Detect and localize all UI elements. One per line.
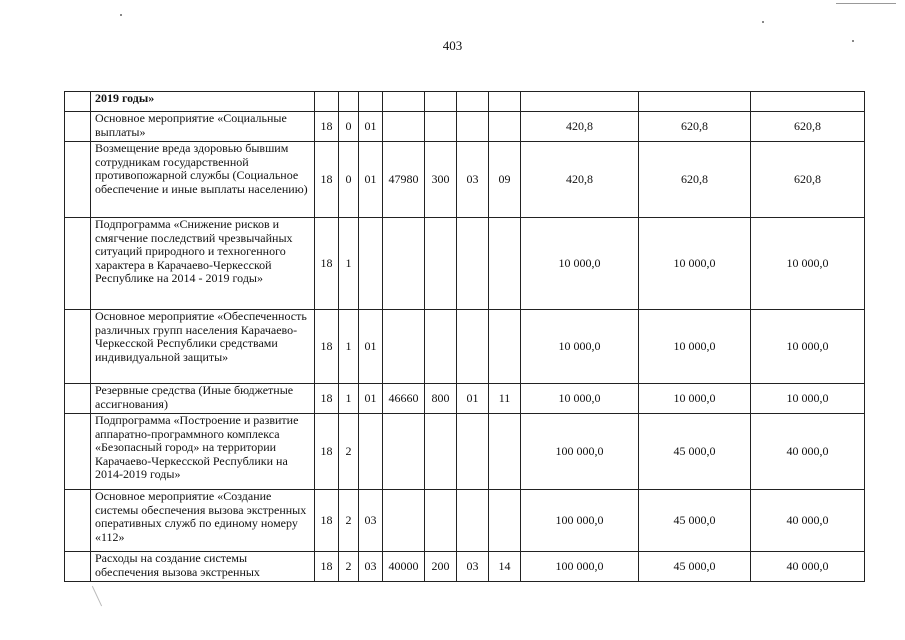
amount-year-2-cell: 10 000,0 — [639, 310, 751, 384]
amount-year-1-cell: 10 000,0 — [521, 384, 639, 414]
activity-code-cell — [359, 92, 383, 112]
section-code-cell — [457, 414, 489, 490]
section-code-cell — [457, 112, 489, 142]
amount-year-2-cell: 10 000,0 — [639, 384, 751, 414]
row-marker-cell — [65, 490, 91, 552]
section-code-cell: 01 — [457, 384, 489, 414]
ministry-code-cell: 18 — [315, 384, 339, 414]
subprogram-code-cell: 2 — [339, 490, 359, 552]
program-name-cell: Основное мероприятие «Обеспеченность различных групп населения Карачаево-Черкесской Республики средствами индивидуальной защиты» — [91, 310, 315, 384]
row-marker-cell — [65, 92, 91, 112]
direction-code-cell — [383, 218, 425, 310]
amount-year-1-cell: 420,8 — [521, 142, 639, 218]
activity-code-cell — [359, 414, 383, 490]
subprogram-code-cell: 1 — [339, 218, 359, 310]
row-marker-cell — [65, 218, 91, 310]
scan-artifact-stroke — [92, 582, 111, 607]
table-row — [65, 552, 865, 582]
amount-year-1-cell: 100 000,0 — [521, 414, 639, 490]
direction-code-cell — [383, 490, 425, 552]
activity-code-cell: 01 — [359, 142, 383, 218]
subsection-code-cell: 11 — [489, 384, 521, 414]
activity-code-cell: 01 — [359, 112, 383, 142]
table-row — [65, 218, 865, 310]
ministry-code-cell — [315, 92, 339, 112]
subsection-code-cell: 09 — [489, 142, 521, 218]
ministry-code-cell: 18 — [315, 218, 339, 310]
subsection-code-cell — [489, 490, 521, 552]
ministry-code-cell: 18 — [315, 142, 339, 218]
amount-year-2-cell: 45 000,0 — [639, 414, 751, 490]
ministry-code-cell: 18 — [315, 414, 339, 490]
amount-year-1-cell: 420,8 — [521, 112, 639, 142]
ministry-code-cell: 18 — [315, 310, 339, 384]
expense-type-cell — [425, 218, 457, 310]
ministry-code-cell: 18 — [315, 112, 339, 142]
activity-code-cell: 01 — [359, 384, 383, 414]
scan-artifact-dot — [120, 14, 122, 16]
ministry-code-cell: 18 — [315, 552, 339, 582]
program-name-cell: Расходы на создание системы обеспечения вызова экстренных — [91, 552, 315, 582]
program-name-cell: 2019 годы» — [91, 92, 315, 112]
amount-year-3-cell: 40 000,0 — [751, 490, 865, 552]
row-marker-cell — [65, 384, 91, 414]
subsection-code-cell: 14 — [489, 552, 521, 582]
budget-table — [64, 91, 865, 582]
amount-year-2-cell: 620,8 — [639, 112, 751, 142]
scan-artifact-line — [836, 3, 896, 4]
amount-year-3-cell: 40 000,0 — [751, 414, 865, 490]
table-row — [65, 310, 865, 384]
row-marker-cell — [65, 310, 91, 384]
direction-code-cell — [383, 310, 425, 384]
section-code-cell: 03 — [457, 142, 489, 218]
program-name-cell: Резервные средства (Иные бюджетные ассигнования) — [91, 384, 315, 414]
program-name-cell: Основное мероприятие «Создание системы обеспечения вызова экстренных оперативных служб по единому номеру «112» — [91, 490, 315, 552]
program-name-cell: Основное мероприятие «Социальные выплаты» — [91, 112, 315, 142]
amount-year-3-cell: 620,8 — [751, 142, 865, 218]
direction-code-cell — [383, 414, 425, 490]
subprogram-code-cell: 0 — [339, 142, 359, 218]
activity-code-cell: 03 — [359, 552, 383, 582]
subsection-code-cell — [489, 92, 521, 112]
amount-year-2-cell: 45 000,0 — [639, 552, 751, 582]
scan-artifact-dot — [852, 40, 854, 42]
subprogram-code-cell: 0 — [339, 112, 359, 142]
amount-year-1-cell: 100 000,0 — [521, 552, 639, 582]
table-row — [65, 414, 865, 490]
table-row — [65, 92, 865, 112]
amount-year-1-cell: 10 000,0 — [521, 310, 639, 384]
program-name-cell: Подпрограмма «Снижение рисков и смягчение последствий чрезвычайных ситуаций природного и техногенного характера в Карачаево-Черкесской Республике на 2014 - 2019 годы» — [91, 218, 315, 310]
program-name-cell: Возмещение вреда здоровью бывшим сотрудникам государственной противопожарной службы (Социальное обеспечение и иные выплаты населению) — [91, 142, 315, 218]
subprogram-code-cell: 1 — [339, 384, 359, 414]
subsection-code-cell — [489, 310, 521, 384]
row-marker-cell — [65, 552, 91, 582]
amount-year-2-cell: 620,8 — [639, 142, 751, 218]
table-row — [65, 384, 865, 414]
section-code-cell: 03 — [457, 552, 489, 582]
program-name-cell: Подпрограмма «Построение и развитие аппаратно-программного комплекса «Безопасный город» на территории Карачаево-Черкесской Республики на 2014-2019 годы» — [91, 414, 315, 490]
expense-type-cell — [425, 414, 457, 490]
subprogram-code-cell: 2 — [339, 414, 359, 490]
scan-artifact-dot — [762, 21, 764, 23]
amount-year-1-cell — [521, 92, 639, 112]
amount-year-1-cell: 100 000,0 — [521, 490, 639, 552]
activity-code-cell: 01 — [359, 310, 383, 384]
direction-code-cell — [383, 92, 425, 112]
activity-code-cell: 03 — [359, 490, 383, 552]
amount-year-3-cell: 10 000,0 — [751, 218, 865, 310]
subsection-code-cell — [489, 218, 521, 310]
expense-type-cell — [425, 310, 457, 384]
section-code-cell — [457, 310, 489, 384]
activity-code-cell — [359, 218, 383, 310]
amount-year-2-cell: 10 000,0 — [639, 218, 751, 310]
expense-type-cell — [425, 490, 457, 552]
direction-code-cell: 46660 — [383, 384, 425, 414]
row-marker-cell — [65, 142, 91, 218]
direction-code-cell: 47980 — [383, 142, 425, 218]
amount-year-3-cell: 10 000,0 — [751, 384, 865, 414]
amount-year-3-cell — [751, 92, 865, 112]
ministry-code-cell: 18 — [315, 490, 339, 552]
direction-code-cell: 40000 — [383, 552, 425, 582]
table-row — [65, 490, 865, 552]
section-code-cell — [457, 92, 489, 112]
amount-year-3-cell: 40 000,0 — [751, 552, 865, 582]
expense-type-cell: 200 — [425, 552, 457, 582]
subsection-code-cell — [489, 112, 521, 142]
amount-year-2-cell — [639, 92, 751, 112]
amount-year-3-cell: 10 000,0 — [751, 310, 865, 384]
subprogram-code-cell: 2 — [339, 552, 359, 582]
amount-year-2-cell: 45 000,0 — [639, 490, 751, 552]
expense-type-cell: 300 — [425, 142, 457, 218]
expense-type-cell — [425, 112, 457, 142]
subprogram-code-cell — [339, 92, 359, 112]
page-number: 403 — [442, 38, 463, 53]
subsection-code-cell — [489, 414, 521, 490]
subprogram-code-cell: 1 — [339, 310, 359, 384]
direction-code-cell — [383, 112, 425, 142]
expense-type-cell: 800 — [425, 384, 457, 414]
row-marker-cell — [65, 112, 91, 142]
table-row — [65, 142, 865, 218]
table-row — [65, 112, 865, 142]
section-code-cell — [457, 490, 489, 552]
row-marker-cell — [65, 414, 91, 490]
amount-year-1-cell: 10 000,0 — [521, 218, 639, 310]
amount-year-3-cell: 620,8 — [751, 112, 865, 142]
section-code-cell — [457, 218, 489, 310]
expense-type-cell — [425, 92, 457, 112]
